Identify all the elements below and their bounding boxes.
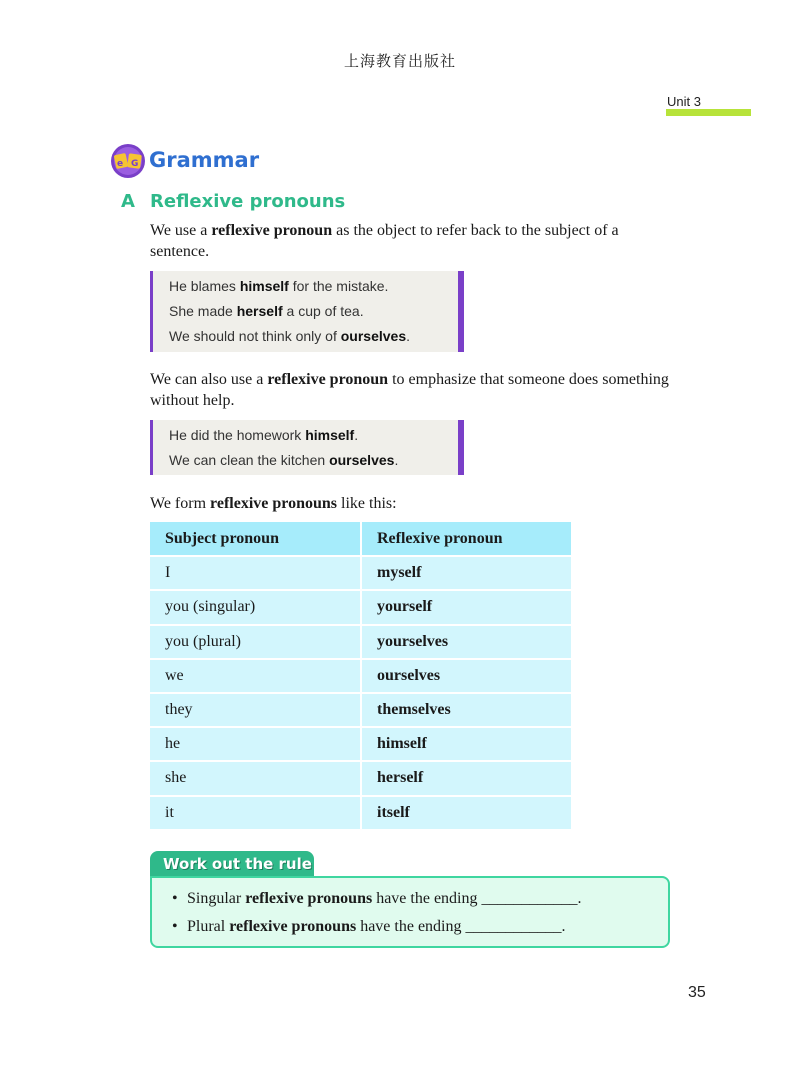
example-sentence: He blames himself for the mistake. [169, 278, 389, 294]
paragraph-1: We use a reflexive pronoun as the object to refer back to the subject of a sentence. [150, 222, 619, 260]
subject-pronoun-cell: you (plural) [150, 625, 361, 659]
section-letter: A [121, 191, 135, 212]
subject-pronoun-cell: you (singular) [150, 590, 361, 624]
publisher-name: 上海教育出版社 [343, 52, 456, 70]
subject-pronoun-cell: it [150, 796, 361, 830]
work-out-rule-tab: Work out the rule [150, 851, 314, 877]
column-header: Subject pronoun [150, 522, 361, 556]
subject-pronoun-cell: I [150, 556, 361, 590]
page-number: 35 [688, 984, 706, 1001]
example-sentence: We can clean the kitchen ourselves. [169, 452, 399, 468]
example-sentence: He did the homework himself. [169, 427, 359, 443]
reflexive-pronoun-cell: yourself [361, 590, 572, 624]
subject-pronoun-cell: he [150, 727, 361, 761]
bullet-icon: • [172, 890, 178, 907]
section-title: Reflexive pronouns [150, 191, 346, 212]
table-row [150, 659, 572, 693]
table-row [150, 590, 572, 624]
work-out-rule-box [150, 876, 670, 948]
example-box-2 [150, 420, 464, 475]
grammar-heading: Grammar [149, 148, 260, 172]
subject-pronoun-cell: they [150, 693, 361, 727]
svg-text:e: e [117, 159, 124, 169]
column-header: Reflexive pronoun [361, 522, 572, 556]
subject-pronoun-cell: she [150, 761, 361, 795]
unit-label: Unit 3 [667, 94, 701, 109]
unit-bar [666, 109, 751, 116]
table-row [150, 693, 572, 727]
reflexive-pronoun-cell: yourselves [361, 625, 572, 659]
reflexive-pronoun-cell: myself [361, 556, 572, 590]
table-row [150, 625, 572, 659]
table-row [150, 796, 572, 830]
reflexive-pronoun-cell: themselves [361, 693, 572, 727]
subject-pronoun-cell: we [150, 659, 361, 693]
svg-text:G: G [131, 159, 139, 169]
table-row [150, 727, 572, 761]
reflexive-pronoun-cell: himself [361, 727, 572, 761]
reflexive-pronoun-cell: herself [361, 761, 572, 795]
paragraph-2: We can also use a reflexive pronoun to emphasize that someone does something without help. [150, 371, 669, 409]
rule-item: • Plural reflexive pronouns have the ending ____________. [172, 918, 566, 935]
example-sentence: She made herself a cup of tea. [169, 303, 364, 319]
table-header-row [150, 522, 572, 556]
rule-item: • Singular reflexive pronouns have the ending ____________. [172, 890, 582, 907]
grammar-icon [110, 143, 146, 179]
reflexive-pronoun-cell: ourselves [361, 659, 572, 693]
pronoun-table [150, 522, 573, 831]
example-sentence: We should not think only of ourselves. [169, 328, 410, 344]
table-row [150, 556, 572, 590]
table-row [150, 761, 572, 795]
example-box-1 [150, 271, 464, 352]
reflexive-pronoun-cell: itself [361, 796, 572, 830]
bullet-icon: • [172, 918, 178, 935]
paragraph-3: We form reflexive pronouns like this: [150, 495, 397, 512]
